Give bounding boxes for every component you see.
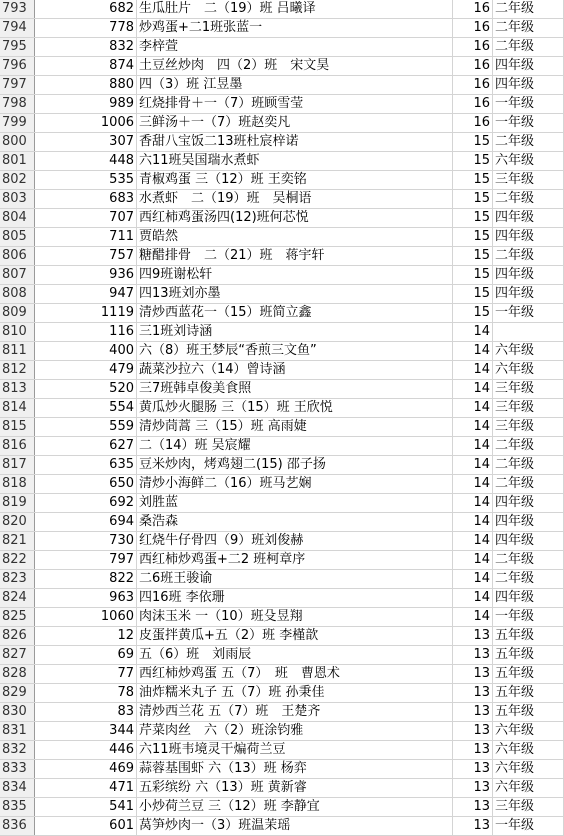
cell-grade[interactable]: 四年级	[493, 513, 564, 531]
table-row	[0, 532, 564, 551]
cell-score[interactable]: 14	[453, 532, 493, 550]
cell-score[interactable]: 15	[453, 171, 493, 189]
row-number-header[interactable]: 815	[0, 418, 35, 436]
cell-score[interactable]: 14	[453, 418, 493, 436]
table-row	[0, 570, 564, 589]
cell-grade[interactable]: 三年级	[493, 418, 564, 436]
row-number-header[interactable]: 813	[0, 380, 35, 398]
cell-score[interactable]: 14	[453, 456, 493, 474]
row-number-header[interactable]: 798	[0, 95, 35, 113]
cell-score[interactable]: 14	[453, 380, 493, 398]
row-number-header[interactable]: 804	[0, 209, 35, 227]
table-row	[0, 608, 564, 627]
row-number-header[interactable]: 836	[0, 817, 35, 835]
cell-entry[interactable]: 四13班刘亦墨	[137, 285, 453, 303]
cell-id[interactable]: 1060	[35, 608, 137, 626]
cell-grade[interactable]: 三年级	[493, 798, 564, 816]
cell-entry[interactable]: 青椒鸡蛋 三（12）班 王奕铭	[137, 171, 453, 189]
cell-entry[interactable]: 豆米炒肉，烤鸡翅二(15) 邵子扬	[137, 456, 453, 474]
row-number-header[interactable]: 797	[0, 76, 35, 94]
table-row	[0, 722, 564, 741]
cell-score[interactable]: 13	[453, 779, 493, 797]
table-row	[0, 76, 564, 95]
cell-score[interactable]: 14	[453, 570, 493, 588]
cell-score[interactable]: 13	[453, 684, 493, 702]
cell-entry[interactable]: 油炸糯米丸子 五（7）班 孙秉佳	[137, 684, 453, 702]
cell-grade[interactable]: 六年级	[493, 741, 564, 759]
table-row	[0, 266, 564, 285]
cell-score[interactable]: 15	[453, 209, 493, 227]
cell-score[interactable]: 16	[453, 19, 493, 37]
cell-id[interactable]: 69	[35, 646, 137, 664]
row-number-header[interactable]: 835	[0, 798, 35, 816]
cell-id[interactable]: 711	[35, 228, 137, 246]
cell-grade[interactable]: 二年级	[493, 437, 564, 455]
row-number-header[interactable]: 824	[0, 589, 35, 607]
table-row	[0, 817, 564, 836]
cell-entry[interactable]: 二（14）班 吴宸耀	[137, 437, 453, 455]
cell-grade[interactable]: 三年级	[493, 380, 564, 398]
cell-entry[interactable]: 小炒荷兰豆 三（12）班 李静宜	[137, 798, 453, 816]
cell-id[interactable]: 627	[35, 437, 137, 455]
cell-grade[interactable]: 四年级	[493, 532, 564, 550]
table-row	[0, 171, 564, 190]
cell-grade[interactable]: 四年级	[493, 57, 564, 75]
row-number-header[interactable]: 803	[0, 190, 35, 208]
table-row	[0, 779, 564, 798]
table-row	[0, 399, 564, 418]
cell-entry[interactable]: 生瓜肚片 二（19）班 吕曦译	[137, 0, 453, 18]
cell-grade[interactable]: 五年级	[493, 646, 564, 664]
table-row	[0, 247, 564, 266]
cell-id[interactable]: 635	[35, 456, 137, 474]
table-row	[0, 475, 564, 494]
table-row	[0, 380, 564, 399]
cell-entry[interactable]: 红烧排骨＋一（7）班顾雪莹	[137, 95, 453, 113]
cell-grade[interactable]: 四年级	[493, 228, 564, 246]
cell-score[interactable]: 13	[453, 646, 493, 664]
cell-id[interactable]: 471	[35, 779, 137, 797]
cell-entry[interactable]: 黄瓜炒火腿肠 三（15）班 王欣悦	[137, 399, 453, 417]
cell-id[interactable]: 989	[35, 95, 137, 113]
row-number-header[interactable]: 795	[0, 38, 35, 56]
cell-id[interactable]: 650	[35, 475, 137, 493]
cell-id[interactable]: 116	[35, 323, 137, 341]
table-row	[0, 437, 564, 456]
row-number-header[interactable]: 809	[0, 304, 35, 322]
cell-entry[interactable]: 皮蛋拌黄瓜+五（2）班 李槿歆	[137, 627, 453, 645]
cell-grade[interactable]: 五年级	[493, 684, 564, 702]
row-number-header[interactable]: 831	[0, 722, 35, 740]
table-row	[0, 551, 564, 570]
cell-id[interactable]: 797	[35, 551, 137, 569]
table-row	[0, 741, 564, 760]
cell-entry[interactable]: 刘胜蓝	[137, 494, 453, 512]
row-number-header[interactable]: 810	[0, 323, 35, 341]
row-number-header[interactable]: 829	[0, 684, 35, 702]
row-number-header[interactable]: 825	[0, 608, 35, 626]
cell-score[interactable]: 13	[453, 741, 493, 759]
cell-id[interactable]: 559	[35, 418, 137, 436]
table-row	[0, 114, 564, 133]
cell-score[interactable]: 13	[453, 722, 493, 740]
cell-score[interactable]: 15	[453, 304, 493, 322]
cell-id[interactable]: 947	[35, 285, 137, 303]
cell-id[interactable]: 683	[35, 190, 137, 208]
cell-id[interactable]: 448	[35, 152, 137, 170]
cell-entry[interactable]: 清炒小海鲜二（16）班马艺娴	[137, 475, 453, 493]
cell-grade[interactable]: 四年级	[493, 76, 564, 94]
row-number-header[interactable]: 812	[0, 361, 35, 379]
cell-score[interactable]: 14	[453, 437, 493, 455]
cell-score[interactable]: 13	[453, 627, 493, 645]
cell-score[interactable]: 16	[453, 38, 493, 56]
cell-id[interactable]: 778	[35, 19, 137, 37]
cell-entry[interactable]: 西红柿炒鸡蛋+二2 班柯章序	[137, 551, 453, 569]
row-number-header[interactable]: 821	[0, 532, 35, 550]
cell-entry[interactable]: 肉沫玉米 一（10）班殳昱翔	[137, 608, 453, 626]
cell-grade[interactable]: 二年级	[493, 133, 564, 151]
cell-grade[interactable]: 六年级	[493, 722, 564, 740]
row-number-header[interactable]: 830	[0, 703, 35, 721]
row-number-header[interactable]: 802	[0, 171, 35, 189]
row-number-header[interactable]: 801	[0, 152, 35, 170]
table-row	[0, 323, 564, 342]
cell-score[interactable]: 16	[453, 57, 493, 75]
cell-score[interactable]: 16	[453, 76, 493, 94]
cell-grade[interactable]: 六年级	[493, 779, 564, 797]
cell-id[interactable]: 307	[35, 133, 137, 151]
cell-id[interactable]: 400	[35, 342, 137, 360]
row-number-header[interactable]: 832	[0, 741, 35, 759]
table-row	[0, 342, 564, 361]
cell-entry[interactable]: 西红柿鸡蛋汤四(12)班何芯悦	[137, 209, 453, 227]
cell-grade[interactable]: 二年级	[493, 0, 564, 18]
cell-entry[interactable]: 贾皓然	[137, 228, 453, 246]
cell-id[interactable]: 692	[35, 494, 137, 512]
cell-grade[interactable]: 一年级	[493, 304, 564, 322]
row-number-header[interactable]: 827	[0, 646, 35, 664]
row-number-header[interactable]: 816	[0, 437, 35, 455]
cell-id[interactable]: 541	[35, 798, 137, 816]
cell-grade[interactable]: 二年级	[493, 247, 564, 265]
cell-entry[interactable]: 糖醋排骨 二（21）班 蒋宇轩	[137, 247, 453, 265]
cell-grade[interactable]: 一年级	[493, 95, 564, 113]
cell-grade[interactable]: 五年级	[493, 665, 564, 683]
cell-grade[interactable]: 二年级	[493, 19, 564, 37]
row-number-header[interactable]: 817	[0, 456, 35, 474]
cell-id[interactable]: 936	[35, 266, 137, 284]
cell-grade[interactable]: 六年级	[493, 760, 564, 778]
table-row	[0, 589, 564, 608]
row-number-header[interactable]: 800	[0, 133, 35, 151]
cell-grade[interactable]: 五年级	[493, 627, 564, 645]
cell-id[interactable]: 344	[35, 722, 137, 740]
table-row	[0, 456, 564, 475]
cell-score[interactable]: 15	[453, 266, 493, 284]
cell-id[interactable]: 83	[35, 703, 137, 721]
cell-entry[interactable]: 清炒西蓝花一（15）班简立鑫	[137, 304, 453, 322]
cell-grade[interactable]: 四年级	[493, 266, 564, 284]
cell-entry[interactable]: 清炒西兰花 五（7）班 王楚齐	[137, 703, 453, 721]
row-number-header[interactable]: 793	[0, 0, 35, 18]
cell-id[interactable]: 963	[35, 589, 137, 607]
cell-id[interactable]: 730	[35, 532, 137, 550]
cell-score[interactable]: 15	[453, 190, 493, 208]
row-number-header[interactable]: 794	[0, 19, 35, 37]
cell-entry[interactable]: 六11班吴国瑞水煮虾	[137, 152, 453, 170]
cell-id[interactable]: 469	[35, 760, 137, 778]
cell-score[interactable]: 16	[453, 114, 493, 132]
cell-id[interactable]: 520	[35, 380, 137, 398]
table-row	[0, 285, 564, 304]
cell-entry[interactable]: 六（8）班王梦辰“香煎三文鱼”	[137, 342, 453, 360]
cell-entry[interactable]: 桑浩森	[137, 513, 453, 531]
cell-grade[interactable]: 二年级	[493, 551, 564, 569]
row-number-header[interactable]: 806	[0, 247, 35, 265]
table-row	[0, 494, 564, 513]
row-number-header[interactable]: 818	[0, 475, 35, 493]
table-row	[0, 95, 564, 114]
row-number-header[interactable]: 814	[0, 399, 35, 417]
cell-entry[interactable]: 五彩缤纷 六（13）班 黄新睿	[137, 779, 453, 797]
table-row	[0, 19, 564, 38]
cell-score[interactable]: 14	[453, 551, 493, 569]
row-number-header[interactable]: 828	[0, 665, 35, 683]
cell-entry[interactable]: 蔬菜沙拉六（14）曾诗涵	[137, 361, 453, 379]
row-number-header[interactable]: 805	[0, 228, 35, 246]
cell-grade[interactable]: 六年级	[493, 152, 564, 170]
cell-score[interactable]: 14	[453, 361, 493, 379]
cell-score[interactable]: 14	[453, 475, 493, 493]
cell-grade[interactable]: 二年级	[493, 475, 564, 493]
cell-grade[interactable]: 四年级	[493, 209, 564, 227]
cell-entry[interactable]: 香甜八宝饭二13班杜宸梓诺	[137, 133, 453, 151]
row-number-header[interactable]: 834	[0, 779, 35, 797]
cell-score[interactable]: 14	[453, 608, 493, 626]
table-row	[0, 646, 564, 665]
cell-score[interactable]: 13	[453, 703, 493, 721]
row-number-header[interactable]: 819	[0, 494, 35, 512]
cell-score[interactable]: 13	[453, 817, 493, 835]
cell-grade[interactable]: 三年级	[493, 399, 564, 417]
cell-score[interactable]: 13	[453, 798, 493, 816]
cell-id[interactable]: 1119	[35, 304, 137, 322]
cell-entry[interactable]: 三1班刘诗涵	[137, 323, 453, 341]
table-row	[0, 304, 564, 323]
cell-entry[interactable]: 炒鸡蛋+二1班张蓝一	[137, 19, 453, 37]
cell-grade[interactable]: 二年级	[493, 38, 564, 56]
cell-id[interactable]: 1006	[35, 114, 137, 132]
cell-score[interactable]: 15	[453, 133, 493, 151]
cell-score[interactable]: 13	[453, 760, 493, 778]
row-number-header[interactable]: 823	[0, 570, 35, 588]
table-row	[0, 38, 564, 57]
cell-score[interactable]: 14	[453, 399, 493, 417]
row-number-header[interactable]: 822	[0, 551, 35, 569]
cell-entry[interactable]: 四9班谢松轩	[137, 266, 453, 284]
cell-entry[interactable]: 六11班韦境灵干煸荷兰豆	[137, 741, 453, 759]
cell-grade[interactable]	[493, 323, 564, 341]
table-row	[0, 760, 564, 779]
row-number-header[interactable]: 799	[0, 114, 35, 132]
cell-grade[interactable]: 一年级	[493, 608, 564, 626]
cell-entry[interactable]: 水煮虾 二（19）班 吴桐语	[137, 190, 453, 208]
table-row	[0, 684, 564, 703]
cell-id[interactable]: 707	[35, 209, 137, 227]
table-row	[0, 190, 564, 209]
table-row	[0, 513, 564, 532]
cell-id[interactable]: 601	[35, 817, 137, 835]
cell-score[interactable]: 14	[453, 513, 493, 531]
table-row	[0, 133, 564, 152]
cell-id[interactable]: 694	[35, 513, 137, 531]
cell-id[interactable]: 682	[35, 0, 137, 18]
cell-score[interactable]: 14	[453, 323, 493, 341]
cell-entry[interactable]: 西红柿炒鸡蛋 五（7） 班 曹恩术	[137, 665, 453, 683]
row-number-header[interactable]: 820	[0, 513, 35, 531]
table-row	[0, 703, 564, 722]
cell-entry[interactable]: 土豆丝炒肉 四（2）班 宋文昊	[137, 57, 453, 75]
row-number-header[interactable]: 811	[0, 342, 35, 360]
table-row	[0, 228, 564, 247]
cell-id[interactable]: 446	[35, 741, 137, 759]
cell-score[interactable]: 14	[453, 589, 493, 607]
cell-entry[interactable]: 芹菜肉丝 六（2）班涂钧雅	[137, 722, 453, 740]
cell-id[interactable]: 832	[35, 38, 137, 56]
cell-score[interactable]: 14	[453, 494, 493, 512]
cell-entry[interactable]: 蒜蓉基围虾 六（13）班 杨弈	[137, 760, 453, 778]
row-number-header[interactable]: 826	[0, 627, 35, 645]
table-row	[0, 418, 564, 437]
cell-grade[interactable]: 二年级	[493, 570, 564, 588]
cell-id[interactable]: 822	[35, 570, 137, 588]
table-row	[0, 152, 564, 171]
cell-entry[interactable]: 李梓萱	[137, 38, 453, 56]
cell-entry[interactable]: 四（3）班 江昱墨	[137, 76, 453, 94]
cell-score[interactable]: 15	[453, 285, 493, 303]
cell-entry[interactable]: 二6班王骏谕	[137, 570, 453, 588]
cell-grade[interactable]: 四年级	[493, 285, 564, 303]
cell-entry[interactable]: 五（6）班 刘雨辰	[137, 646, 453, 664]
cell-id[interactable]: 535	[35, 171, 137, 189]
cell-id[interactable]: 479	[35, 361, 137, 379]
table-row	[0, 627, 564, 646]
table-row	[0, 57, 564, 76]
cell-score[interactable]: 13	[453, 665, 493, 683]
table-row	[0, 798, 564, 817]
cell-score[interactable]: 16	[453, 0, 493, 18]
cell-grade[interactable]: 三年级	[493, 171, 564, 189]
cell-id[interactable]: 554	[35, 399, 137, 417]
cell-entry[interactable]: 红烧牛仔骨四（9）班刘俊赫	[137, 532, 453, 550]
row-number-header[interactable]: 808	[0, 285, 35, 303]
cell-grade[interactable]: 六年级	[493, 361, 564, 379]
cell-grade[interactable]: 六年级	[493, 342, 564, 360]
cell-grade[interactable]: 二年级	[493, 190, 564, 208]
cell-score[interactable]: 14	[453, 342, 493, 360]
cell-score[interactable]: 16	[453, 95, 493, 113]
table-row	[0, 209, 564, 228]
cell-entry[interactable]: 三7班韩卓俊美食照	[137, 380, 453, 398]
cell-entry[interactable]: 三鲜汤＋一（7）班赵奕凡	[137, 114, 453, 132]
cell-id[interactable]: 78	[35, 684, 137, 702]
cell-id[interactable]: 880	[35, 76, 137, 94]
row-number-header[interactable]: 807	[0, 266, 35, 284]
cell-score[interactable]: 15	[453, 247, 493, 265]
row-number-header[interactable]: 833	[0, 760, 35, 778]
cell-score[interactable]: 15	[453, 228, 493, 246]
cell-grade[interactable]: 一年级	[493, 114, 564, 132]
cell-grade[interactable]: 一年级	[493, 817, 564, 835]
cell-grade[interactable]: 五年级	[493, 703, 564, 721]
cell-score[interactable]: 15	[453, 152, 493, 170]
cell-id[interactable]: 757	[35, 247, 137, 265]
cell-grade[interactable]: 四年级	[493, 494, 564, 512]
cell-id[interactable]: 77	[35, 665, 137, 683]
cell-grade[interactable]: 四年级	[493, 589, 564, 607]
table-row	[0, 665, 564, 684]
cell-entry[interactable]: 四16班 李依珊	[137, 589, 453, 607]
cell-entry[interactable]: 清炒茼蒿 三（15）班 高雨婕	[137, 418, 453, 436]
cell-entry[interactable]: 莴笋炒肉一（3）班温茉瑶	[137, 817, 453, 835]
table-row	[0, 0, 564, 19]
cell-grade[interactable]: 二年级	[493, 456, 564, 474]
cell-id[interactable]: 874	[35, 57, 137, 75]
row-number-header[interactable]: 796	[0, 57, 35, 75]
table-row	[0, 361, 564, 380]
cell-id[interactable]: 12	[35, 627, 137, 645]
